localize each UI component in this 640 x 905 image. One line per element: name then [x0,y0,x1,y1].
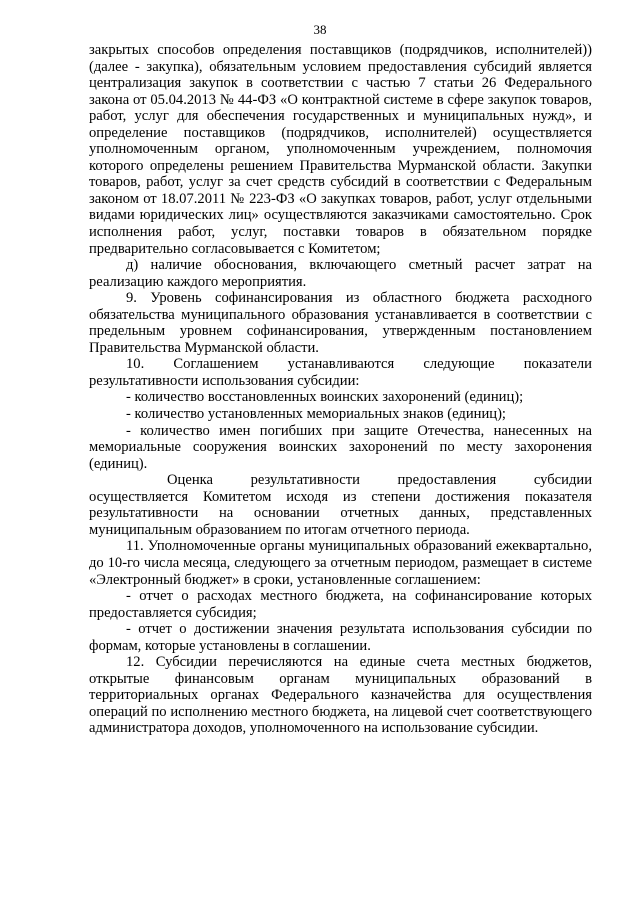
page-number: 38 [313,22,327,37]
paragraph-11: 11. Уполномоченные органы муниципальных образований ежеквартально, до 10-го числа месяца, следующего за отчетным периодом, размещает в системе «Электронный бюджет» в сроки, установленные соглашением: [89,538,592,588]
indicator-restored-burials: - количество восстановленных воинских захоронений (единиц); [126,389,524,406]
document-body [89,42,592,737]
report-result-achievement: - отчет о достижении значения результата использования субсидии по формам, которые установлены в соглашении. [89,621,592,654]
paragraph-12: 12. Субсидии перечисляются на единые счета местных бюджетов, открытые финансовым органам муниципальных образований в территориальных органах Федерального казначейства для осуществления операций по исполнению местного бюджета, на лицевой счет соответствующего администратора доходов, уполномоченного на использование субсидии. [89,654,592,737]
paragraph-9: 9. Уровень софинансирования из областного бюджета расходного обязательства муниципального образования устанавливается в соответствии с предельным уровнем софинансирования, утвержденным постановлением Правительства Мурманской области. [89,290,592,356]
paragraph-evaluation: Оценка результативности предоставления субсидии осуществляется Комитетом исходя из степени достижения показателя результативности на основании отчетных данных, представленных муниципальным образованием по итогам отчетного периода. [89,472,592,538]
paragraph-10: 10. Соглашением устанавливаются следующие показатели результативности использования субсидии: [89,356,592,389]
report-local-budget-expenses: - отчет о расходах местного бюджета, на софинансирование которых предоставляется субсидия; [89,588,592,621]
indicator-names-inscribed: - количество имен погибших при защите Отечества, нанесенных на мемориальные сооружения воинских захоронений по месту захоронения (единиц). [89,422,592,472]
paragraph-procurement: закрытых способов определения поставщиков (подрядчиков, исполнителей)) (далее - закупка), обязательным условием предоставления субсидий является централизация закупок в соответствии с частью 7 статьи 26 Федерального закона от 05.04.2013 № 44-ФЗ «О контрактной системе в сфере закупок товаров, работ, услуг для обеспечения государственных и муниципальных нужд», и определение поставщиков (подрядчиков, исполнителей) осуществляется уполномоченным органом, уполномоченным учреждением, полномочия которого определены решением Правительства Мурманской области. Закупки товаров, работ, услуг за счет средств субсидий в соответствии с Федеральным законом от 18.07.2011 № 223-ФЗ «О закупках товаров, работ, услуг отдельными видами юридических лиц» осуществляются заказчиками самостоятельно. Срок исполнения работ, услуг, поставки товаров в обязательном порядке предварительно согласовывается с Комитетом; [89,42,592,257]
paragraph-item-d: д) наличие обоснования, включающего сметный расчет затрат на реализацию каждого мероприятия. [89,257,592,290]
indicator-memorial-signs: - количество установленных мемориальных знаков (единиц); [126,406,506,423]
